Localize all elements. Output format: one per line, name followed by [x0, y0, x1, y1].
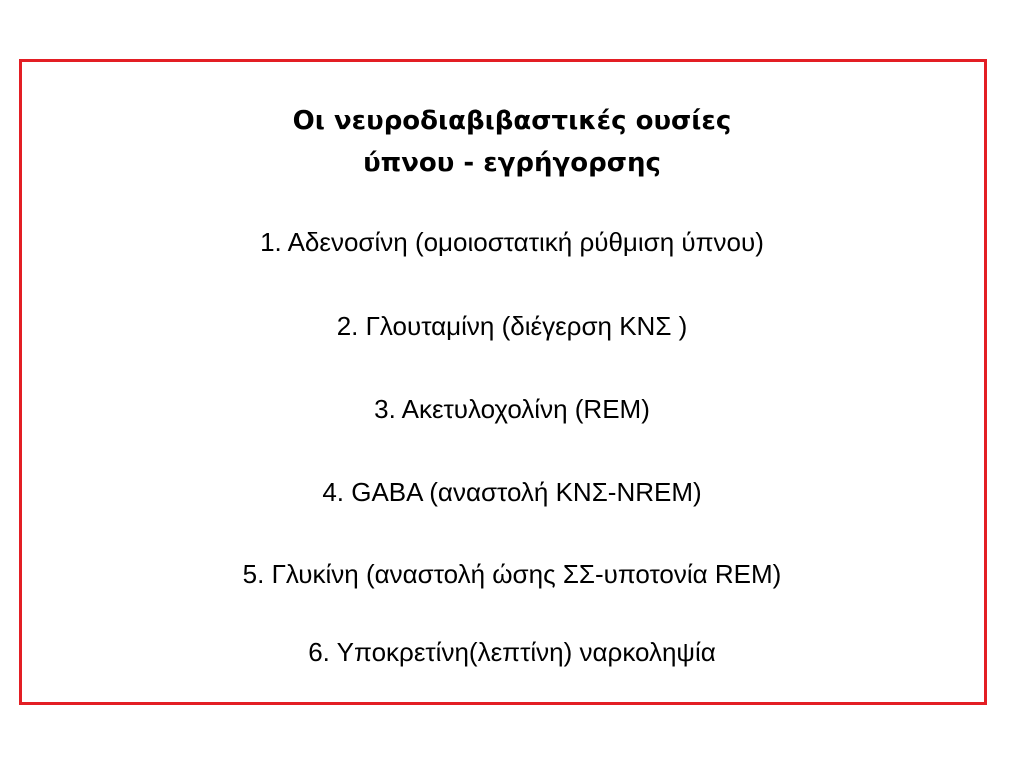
slide-title [0, 100, 1024, 184]
list-item-adenosine: 1. Αδενοσίνη (ομοιοστατική ρύθμιση ύπνου) [260, 227, 764, 257]
list-item-hypocretin: 6. Υποκρετίνη(λεπτίνη) ναρκοληψία [308, 637, 716, 667]
list-item-gaba: 4. GABA (αναστολή ΚΝΣ-NREM) [322, 477, 702, 507]
list-item-glutamine: 2. Γλουταμίνη (διέγερση ΚΝΣ ) [336, 311, 688, 341]
title-line-1: Οι νευροδιαβιβαστικές ουσίες [292, 106, 732, 136]
title-line-2: ύπνου - εγρήγορσης [363, 148, 661, 178]
list-item-acetylcholine: 3. Ακετυλοχολίνη (REM) [374, 394, 650, 424]
list-item-glycine: 5. Γλυκίνη (αναστολή ώσης ΣΣ-υποτονία REM) [242, 559, 782, 589]
